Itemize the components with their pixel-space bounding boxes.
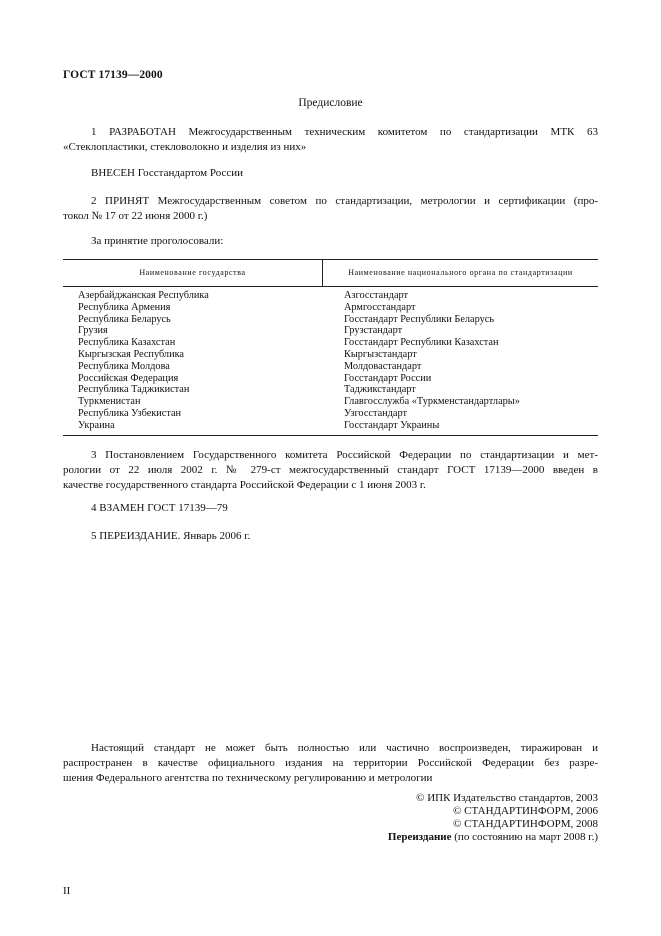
paragraph-adopted [63, 194, 598, 224]
copyright-list [388, 792, 598, 844]
paragraph-developed [63, 125, 598, 155]
table-cell-body: Главгосслужба «Туркменстандартлары» [344, 396, 520, 408]
table-cell-state: Республика Армения [78, 301, 171, 313]
paragraph-resolution-line-3: качестве государственного стандарта Российской Федерации с 1 июня 2003 г. [63, 479, 426, 491]
copyright-line: © СТАНДАРТИНФОРМ, 2006 [453, 805, 598, 817]
table-header-divider [63, 286, 598, 287]
table-cell-body: Узгосстандарт [344, 407, 407, 419]
table-cell-state: Республика Беларусь [78, 313, 171, 325]
paragraph-introduced: ВНЕСЕН Госстандартом России [91, 167, 244, 179]
table-cell-state: Республика Таджикистан [78, 384, 190, 396]
table-header-state: Наименование государства [139, 268, 246, 277]
paragraph-adopted-line-2: токол № 17 от 22 июня 2000 г.) [63, 210, 208, 222]
copyright-notice-line-2: распространен в качестве официального издания на территории Российской Федерации без разре- [63, 757, 598, 769]
foreword-heading: Предисловие [298, 97, 363, 109]
page-number: II [63, 885, 71, 897]
table-cell-body: Азгосстандарт [344, 290, 409, 301]
paragraph-adopted-line-1: 2 ПРИНЯТ Межгосударственным советом по стандартизации, метрологии и сертификации (про- [91, 195, 598, 207]
vote-table [63, 259, 598, 436]
copyright-notice-line-1: Настоящий стандарт не может быть полностью или частично воспроизведен, тиражирован и [91, 742, 598, 754]
paragraph-developed-line-2: «Стеклопластики, стекловолокно и изделия из них» [63, 141, 307, 153]
paragraph-resolution [63, 448, 598, 493]
paragraph-resolution-line-2: рологии от 22 июля 2002 г. № 279-ст межгосударственный стандарт ГОСТ 17139—2000 введен в [63, 464, 598, 476]
document-id: ГОСТ 17139—2000 [63, 69, 163, 81]
table-cell-state: Республика Молдова [78, 360, 170, 372]
table-cell-state: Республика Узбекистан [78, 407, 182, 419]
table-cell-body: Кыргызстандарт [344, 348, 417, 360]
table-cell-state: Грузия [78, 325, 108, 337]
voted-intro: За принятие проголосовали: [91, 235, 224, 247]
paragraph-developed-line-1: 1 РАЗРАБОТАН Межгосударственным техническим комитетом по стандартизации МТК 63 [91, 126, 598, 138]
copyright-line: © СТАНДАРТИНФОРМ, 2008 [453, 818, 598, 830]
copyright-line: © ИПК Издательство стандартов, 2003 [416, 792, 598, 804]
reissue-detail: (по состоянию на март 2008 г.) [451, 831, 598, 843]
table-cell-body: Таджикстандарт [344, 384, 416, 396]
table-cell-state: Азербайджанская Республика [78, 290, 209, 301]
table-cell-body: Госстандарт Украины [344, 419, 440, 431]
table-column-bodies [344, 290, 520, 432]
paragraph-reissue: 5 ПЕРЕИЗДАНИЕ. Январь 2006 г. [91, 530, 251, 542]
table-cell-state: Российская Федерация [78, 372, 179, 384]
reissue-status [388, 831, 598, 844]
table-cell-body: Госстандарт Республики Беларусь [344, 313, 495, 325]
table-cell-state: Республика Казахстан [78, 337, 176, 349]
paragraph-replaces: 4 ВЗАМЕН ГОСТ 17139—79 [91, 502, 228, 514]
table-cell-body: Госстандарт России [344, 372, 432, 384]
table-cell-body: Госстандарт Республики Казахстан [344, 337, 499, 349]
copyright-notice [63, 741, 598, 786]
table-cell-state: Туркменистан [78, 396, 141, 408]
reissue-label: Переиздание [387, 831, 452, 843]
table-cell-body: Грузстандарт [344, 325, 403, 337]
table-cell-state: Кыргызская Республика [78, 348, 185, 360]
table-column-states [78, 290, 209, 432]
paragraph-resolution-line-1: 3 Постановлением Государственного комитета Российской Федерации по стандартизации и мет- [91, 449, 598, 461]
table-cell-state: Украина [78, 419, 115, 431]
copyright-notice-line-3: шения Федерального агентства по техническому регулированию и метрологии [63, 772, 433, 784]
table-cell-body: Молдовастандарт [344, 360, 422, 372]
table-cell-body: Армгосстандарт [344, 301, 416, 313]
table-header-standards-body: Наименование национального органа по стандартизации [348, 268, 573, 277]
